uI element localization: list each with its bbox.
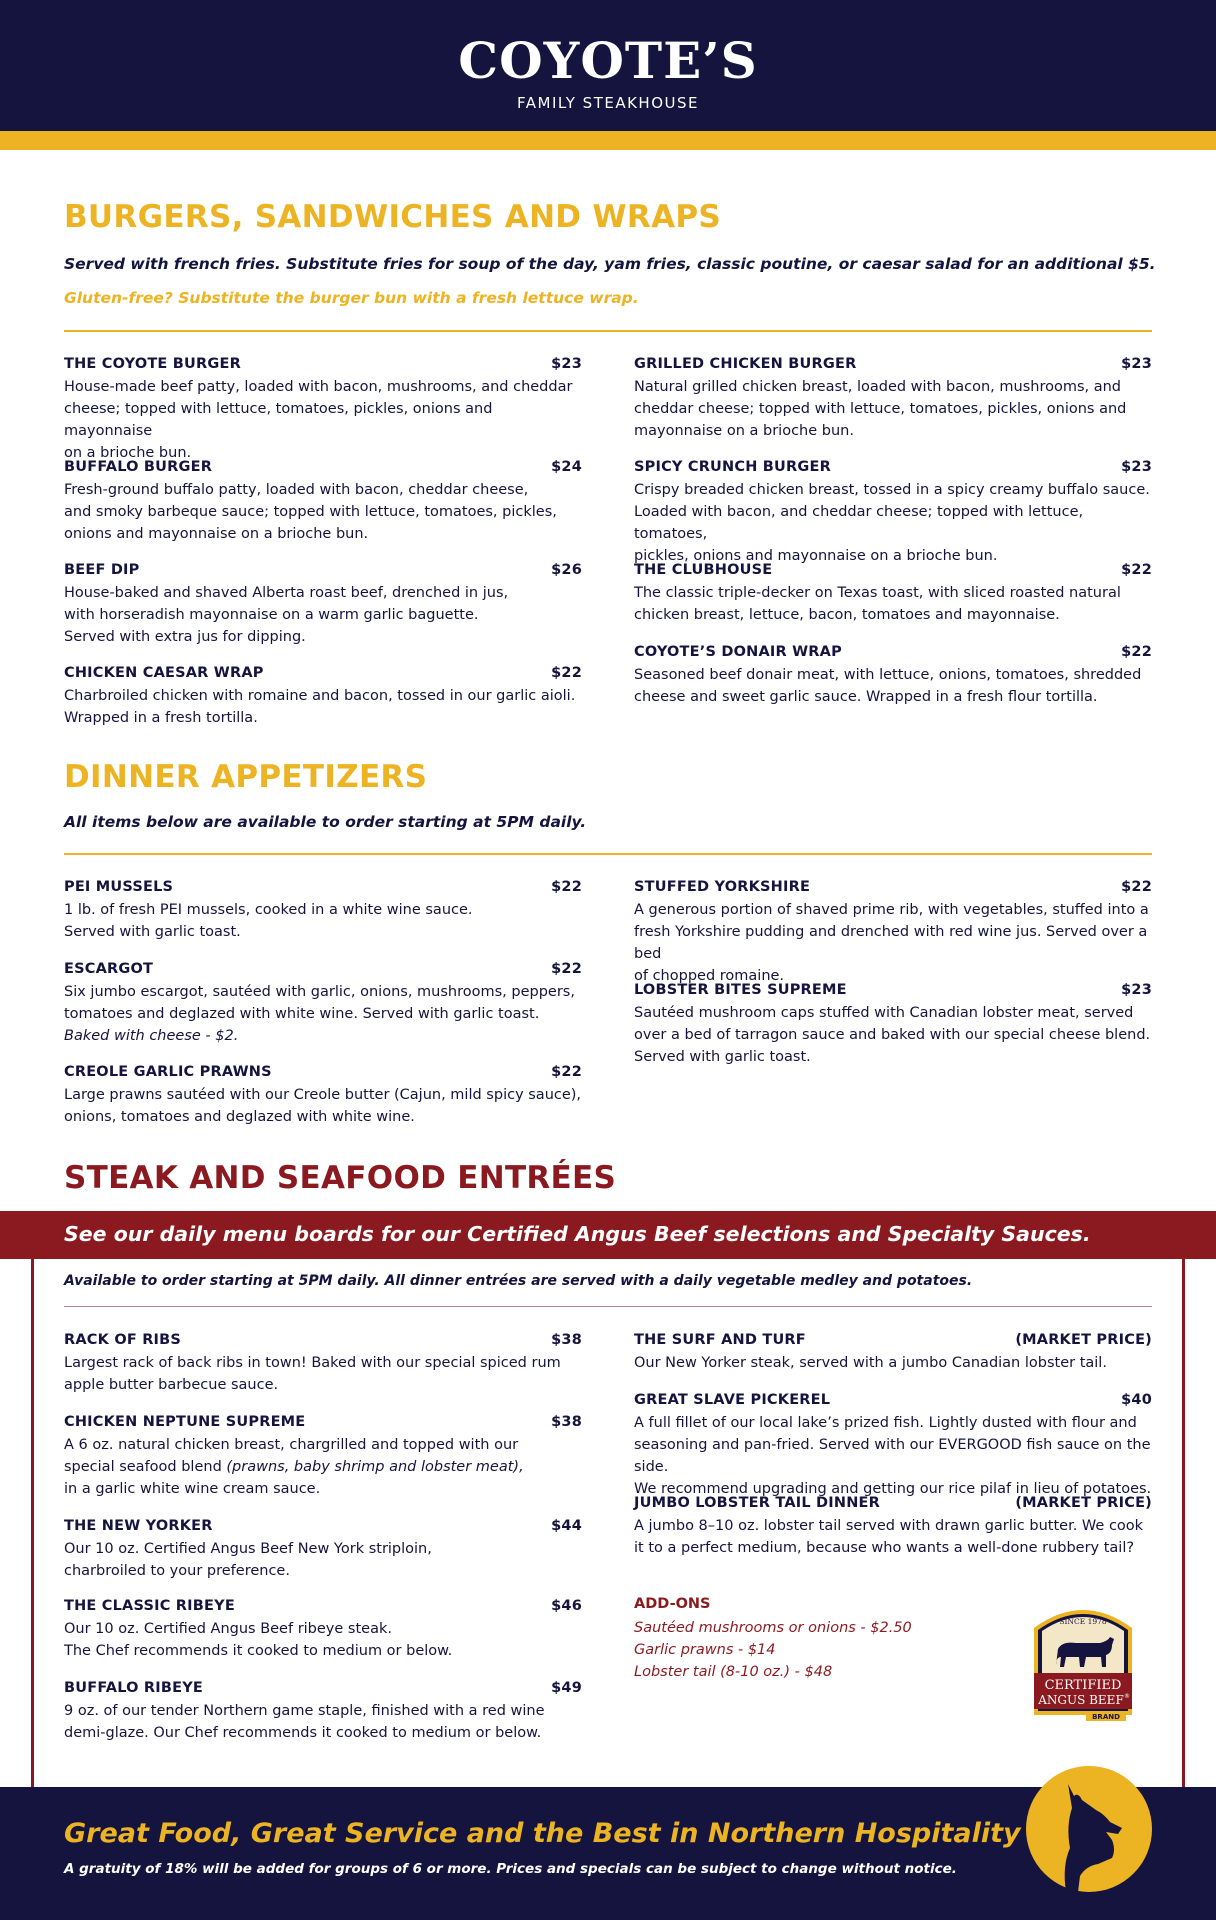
- badge-line2: ANGUS BEEF: [1038, 1693, 1124, 1707]
- item-price: $26: [551, 562, 582, 578]
- item-price: $22: [551, 961, 582, 977]
- badge-brand: BRAND: [1092, 1713, 1120, 1721]
- banner-text: See our daily menu boards for our Certified Angus Beef selections and Specialty Sauces.: [64, 1222, 1091, 1246]
- gluten-note: Gluten-free? Substitute the burger bun with a fresh lettuce wrap.: [64, 289, 639, 307]
- item-desc: A full fillet of our local lake’s prized fish. Lightly dusted with flour and seasoning and pan-fried. Served with our EVERGOOD fish sauce on the side. We recommend upgrading and getting our rice pilaf in lieu of potatoes.: [634, 1415, 1152, 1497]
- menu-item: [634, 877, 1152, 987]
- menu-item: [634, 560, 1152, 626]
- item-name: JUMBO LOBSTER TAIL DINNER: [634, 1495, 881, 1511]
- menu-item: [634, 457, 1152, 567]
- item-name: RACK OF RIBS: [64, 1332, 182, 1348]
- item-name: BUFFALO RIBEYE: [64, 1680, 204, 1696]
- item-desc: Seasoned beef donair meat, with lettuce, onions, tomatoes, shredded cheese and sweet garlic sauce. Wrapped in a fresh flour tortilla.: [634, 667, 1142, 705]
- menu-item: [64, 457, 582, 545]
- item-desc: Sautéed mushroom caps stuffed with Canadian lobster meat, served over a bed of tarragon sauce and baked with our special cheese blend. Served with garlic toast.: [634, 1005, 1151, 1065]
- menu-item: [64, 1516, 582, 1582]
- burgers-title: BURGERS, SANDWICHES AND WRAPS: [64, 199, 722, 235]
- item-price: $22: [551, 1064, 582, 1080]
- menu-item: [64, 959, 582, 1047]
- item-name: BUFFALO BURGER: [64, 459, 213, 475]
- brand-logo: COYOTE’S: [458, 31, 758, 90]
- entrees-note: Available to order starting at 5PM daily. All dinner entrées are served with a daily vegetable medley and potatoes.: [64, 1273, 973, 1289]
- item-price: $38: [551, 1414, 582, 1430]
- menu-item: [64, 1596, 582, 1662]
- item-desc-part: A 6 oz. natural chicken breast, chargrilled and topped with our special seafood blend: [64, 1437, 519, 1475]
- appetizers-note: All items below are available to order starting at 5PM daily.: [64, 813, 587, 831]
- menu-item: [64, 1330, 582, 1396]
- item-price: $22: [551, 879, 582, 895]
- item-price: $38: [551, 1332, 582, 1348]
- menu-item: [64, 663, 582, 729]
- item-price: $44: [551, 1518, 582, 1534]
- addon-item: Lobster tail (8-10 oz.) - $48: [634, 1664, 833, 1680]
- item-name: THE COYOTE BURGER: [64, 356, 241, 372]
- item-price: $22: [551, 665, 582, 681]
- item-desc: House-baked and shaved Alberta roast beef, drenched in jus, with horseradish mayonnaise on a warm garlic baguette. Served with extra jus for dipping.: [64, 585, 509, 645]
- entrees-title: STEAK AND SEAFOOD ENTRÉES: [64, 1160, 617, 1196]
- item-price: $23: [1121, 459, 1152, 475]
- item-desc: Six jumbo escargot, sautéed with garlic, onions, mushrooms, peppers, tomatoes and deglazed with white wine. Served with garlic toast.: [64, 984, 575, 1022]
- item-price: $22: [1121, 644, 1152, 660]
- item-desc-italic: (prawns, baby shrimp and lobster meat),: [226, 1459, 524, 1475]
- item-name: GREAT SLAVE PICKEREL: [634, 1392, 831, 1408]
- addon-item: Sautéed mushrooms or onions - $2.50: [634, 1620, 912, 1636]
- menu-item: [64, 877, 582, 943]
- item-price: (MARKET PRICE): [1015, 1495, 1152, 1511]
- item-desc: A generous portion of shaved prime rib, with vegetables, stuffed into a fresh Yorkshire pudding and drenched with red wine jus. Served over a bed of chopped romaine.: [634, 902, 1149, 984]
- menu-item: [634, 1493, 1152, 1559]
- header-divider: [0, 131, 1216, 150]
- menu-item: [634, 1330, 1152, 1374]
- item-desc: Charbroiled chicken with romaine and bacon, tossed in our garlic aioli. Wrapped in a fresh tortilla.: [64, 688, 576, 726]
- item-desc-part: in a garlic white wine cream sauce.: [64, 1481, 321, 1497]
- item-desc: Largest rack of back ribs in town! Baked with our special spiced rum apple butter barbecue sauce.: [64, 1355, 561, 1393]
- item-desc: Natural grilled chicken breast, loaded with bacon, mushrooms, and cheddar cheese; topped with lettuce, tomatoes, pickles, onions and mayonnaise on a brioche bun.: [634, 379, 1127, 439]
- item-desc: House-made beef patty, loaded with bacon, mushrooms, and cheddar cheese; topped with lettuce, tomatoes, pickles, onions and mayonnaise on a brioche bun.: [64, 379, 573, 461]
- item-desc: The classic triple-decker on Texas toast, with sliced roasted natural chicken breast, lettuce, bacon, tomatoes and mayonnaise.: [634, 585, 1121, 623]
- divider: [64, 853, 1152, 855]
- item-price: $23: [551, 356, 582, 372]
- item-price: $22: [1121, 562, 1152, 578]
- item-price: $24: [551, 459, 582, 475]
- item-desc: Our New Yorker steak, served with a jumbo Canadian lobster tail.: [634, 1355, 1107, 1371]
- item-name: THE SURF AND TURF: [634, 1332, 806, 1348]
- item-name: CHICKEN CAESAR WRAP: [64, 665, 264, 681]
- item-name: PEI MUSSELS: [64, 879, 174, 895]
- badge-since: SINCE 1978: [1059, 1617, 1107, 1626]
- frame-border: [1182, 1259, 1185, 1787]
- item-name: CREOLE GARLIC PRAWNS: [64, 1064, 272, 1080]
- addons-title: ADD-ONS: [634, 1596, 711, 1612]
- divider: [64, 330, 1152, 332]
- entrees-banner: [0, 1211, 1216, 1259]
- menu-item: [64, 1678, 582, 1744]
- item-name: COYOTE’S DONAIR WRAP: [634, 644, 842, 660]
- footer-disclaimer: A gratuity of 18% will be added for groups of 6 or more. Prices and specials can be subject to change without notice.: [64, 1861, 957, 1877]
- item-desc: Fresh-ground buffalo patty, loaded with bacon, cheddar cheese, and smoky barbeque sauce; topped with lettuce, tomatoes, pickles, onions and mayonnaise on a brioche bun.: [64, 482, 557, 542]
- menu-item: [64, 354, 582, 464]
- certified-angus-beef-badge: [1026, 1601, 1140, 1731]
- item-name: LOBSTER BITES SUPREME: [634, 982, 847, 998]
- item-desc: 9 oz. of our tender Northern game staple, finished with a red wine demi-glaze. Our Chef recommends it cooked to medium or below.: [64, 1703, 545, 1741]
- item-price: $40: [1121, 1392, 1152, 1408]
- item-desc: Our 10 oz. Certified Angus Beef New York striploin, charbroiled to your preference.: [64, 1541, 432, 1579]
- item-name: SPICY CRUNCH BURGER: [634, 459, 831, 475]
- item-name: STUFFED YORKSHIRE: [634, 879, 811, 895]
- item-desc: Our 10 oz. Certified Angus Beef ribeye steak. The Chef recommends it cooked to medium or below.: [64, 1621, 453, 1659]
- item-name: THE CLASSIC RIBEYE: [64, 1598, 235, 1614]
- item-name: GRILLED CHICKEN BURGER: [634, 356, 857, 372]
- item-name: CHICKEN NEPTUNE SUPREME: [64, 1414, 306, 1430]
- item-price: $49: [551, 1680, 582, 1696]
- footer-title: Great Food, Great Service and the Best in Northern Hospitality: [64, 1818, 1021, 1849]
- coyote-howl-icon: [1026, 1766, 1152, 1892]
- item-price: (MARKET PRICE): [1015, 1332, 1152, 1348]
- item-price: $22: [1121, 879, 1152, 895]
- item-extra: Baked with cheese - $2.: [64, 1028, 239, 1044]
- item-name: THE CLUBHOUSE: [634, 562, 773, 578]
- item-desc: 1 lb. of fresh PEI mussels, cooked in a white wine sauce. Served with garlic toast.: [64, 902, 473, 940]
- item-name: BEEF DIP: [64, 562, 140, 578]
- item-desc: Large prawns sautéed with our Creole butter (Cajun, mild spicy sauce), onions, tomatoes and deglazed with white wine.: [64, 1087, 582, 1125]
- menu-item: [64, 1412, 582, 1500]
- item-price: $46: [551, 1598, 582, 1614]
- item-name: ESCARGOT: [64, 961, 154, 977]
- brand-subtitle: FAMILY STEAKHOUSE: [517, 94, 699, 112]
- menu-item: [64, 1062, 582, 1128]
- item-price: $23: [1121, 982, 1152, 998]
- burgers-note: Served with french fries. Substitute fries for soup of the day, yam fries, classic poutine, or caesar salad for an additional $5.: [64, 255, 1156, 273]
- menu-item: [634, 1390, 1152, 1500]
- item-desc: A jumbo 8–10 oz. lobster tail served with drawn garlic butter. We cook it to a perfect medium, because who wants a well-done rubbery tail?: [634, 1518, 1144, 1556]
- appetizers-title: DINNER APPETIZERS: [64, 759, 428, 795]
- divider: [64, 1306, 1152, 1307]
- menu-item: [634, 642, 1152, 708]
- item-desc: Crispy breaded chicken breast, tossed in a spicy creamy buffalo sauce. Loaded with bacon, and cheddar cheese; topped with lettuce, tomatoes, pickles, onions and mayonnaise on a brioche bun.: [634, 482, 1150, 564]
- frame-border: [31, 1259, 34, 1787]
- menu-item: [634, 980, 1152, 1068]
- item-price: $23: [1121, 356, 1152, 372]
- badge-reg: ®: [1124, 1693, 1130, 1700]
- badge-line1: CERTIFIED: [1044, 1678, 1122, 1693]
- menu-item: [64, 560, 582, 648]
- item-desc: [64, 1434, 582, 1500]
- item-name: THE NEW YORKER: [64, 1518, 213, 1534]
- addon-item: Garlic prawns - $14: [634, 1642, 776, 1658]
- menu-item: [634, 354, 1152, 442]
